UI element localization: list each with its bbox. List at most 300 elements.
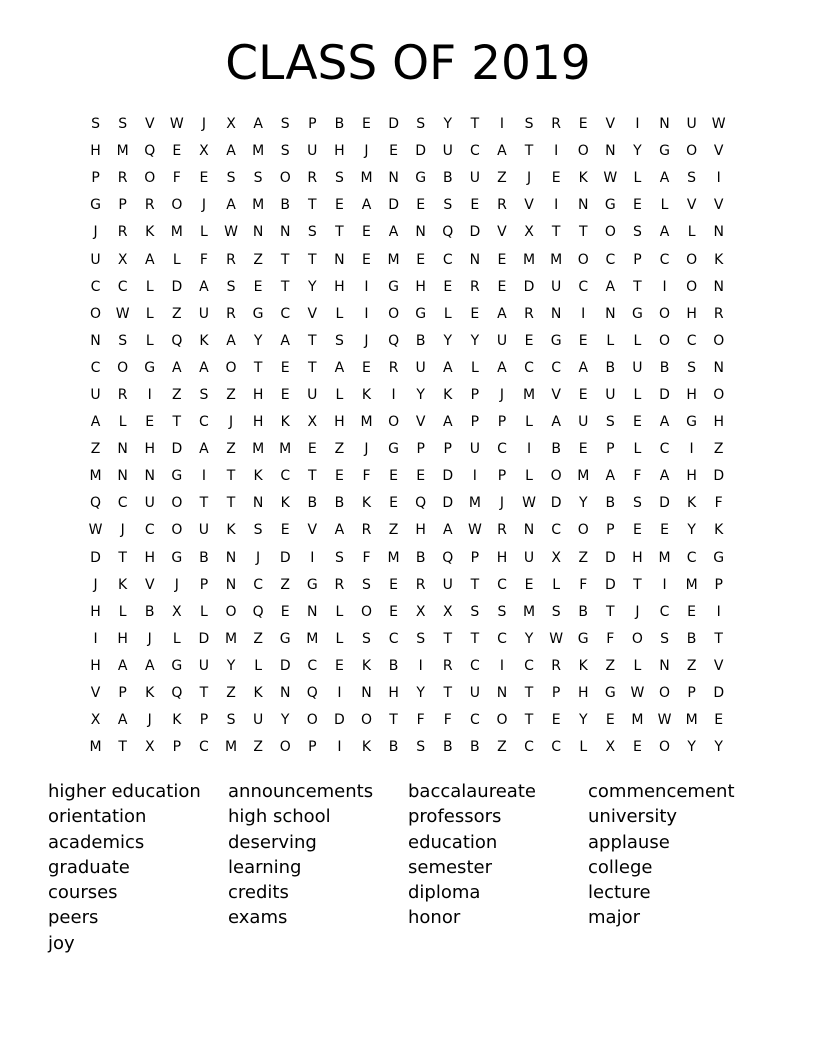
grid-letter: H bbox=[577, 685, 589, 702]
grid-letter: N bbox=[496, 685, 508, 702]
grid-letter: Z bbox=[497, 739, 507, 756]
grid-letter: E bbox=[632, 522, 642, 539]
grid-letter: O bbox=[577, 251, 589, 268]
grid-letter: S bbox=[416, 630, 426, 647]
grid-letter: O bbox=[225, 603, 237, 620]
grid-letter: Z bbox=[253, 630, 263, 647]
grid-letter: C bbox=[659, 441, 670, 458]
grid-letter: C bbox=[551, 522, 562, 539]
grid-letter: E bbox=[389, 495, 398, 512]
grid-letter: V bbox=[713, 657, 724, 674]
grid-letter: H bbox=[686, 305, 697, 322]
grid-letter: S bbox=[118, 116, 128, 133]
word-list-item: major bbox=[588, 907, 640, 929]
grid-letter: M bbox=[631, 712, 644, 729]
grid-letter: T bbox=[280, 251, 290, 268]
grid-row bbox=[82, 734, 732, 761]
grid-letter: J bbox=[635, 603, 640, 620]
grid-letter: C bbox=[144, 522, 155, 539]
grid-letter: K bbox=[145, 224, 155, 241]
grid-letter: S bbox=[334, 170, 344, 187]
grid-letter: R bbox=[226, 251, 236, 268]
grid-letter: C bbox=[280, 305, 291, 322]
grid-letter: U bbox=[605, 386, 616, 403]
grid-letter: R bbox=[442, 657, 453, 674]
grid-letter: E bbox=[660, 522, 669, 539]
grid-letter: M bbox=[360, 414, 373, 431]
grid-letter: G bbox=[144, 359, 156, 376]
grid-letter: C bbox=[578, 278, 589, 295]
grid-letter: K bbox=[361, 386, 372, 403]
grid-letter: U bbox=[469, 170, 480, 187]
grid-letter: P bbox=[118, 685, 127, 702]
grid-letter: E bbox=[172, 143, 182, 160]
grid-letter: Z bbox=[172, 305, 182, 322]
grid-letter: R bbox=[415, 576, 426, 593]
grid-letter: W bbox=[224, 224, 238, 241]
grid-letter: R bbox=[144, 197, 155, 214]
grid-letter: E bbox=[362, 224, 371, 241]
grid-letter: J bbox=[174, 576, 179, 593]
grid-letter: Y bbox=[687, 739, 696, 756]
grid-letter: D bbox=[279, 657, 291, 674]
grid-letter: E bbox=[524, 576, 534, 593]
grid-letter: D bbox=[279, 549, 291, 566]
word-list-item: commencement bbox=[588, 781, 735, 802]
page-title: CLASS OF 2019 bbox=[225, 36, 591, 91]
grid-letter: Z bbox=[713, 441, 724, 458]
grid-letter: B bbox=[415, 332, 426, 349]
grid-letter: C bbox=[469, 657, 480, 674]
grid-letter: H bbox=[415, 522, 426, 539]
grid-letter: E bbox=[362, 359, 371, 376]
grid-letter: G bbox=[631, 305, 643, 322]
grid-letter: O bbox=[279, 170, 291, 187]
grid-row bbox=[82, 707, 732, 734]
grid-row bbox=[82, 165, 732, 192]
word-list-item: academics bbox=[48, 831, 145, 853]
grid-letter: U bbox=[578, 414, 589, 431]
grid-letter: S bbox=[334, 549, 344, 566]
grid-letter: L bbox=[200, 603, 208, 620]
grid-letter: E bbox=[416, 251, 426, 268]
grid-letter: N bbox=[361, 685, 372, 702]
grid-letter: Q bbox=[171, 685, 183, 702]
grid-letter: I bbox=[201, 468, 206, 485]
grid-letter: C bbox=[659, 251, 670, 268]
grid-letter: L bbox=[172, 630, 181, 647]
grid-letter: J bbox=[147, 712, 152, 729]
grid-letter: C bbox=[524, 359, 534, 376]
grid-letter: P bbox=[470, 386, 480, 403]
grid-letter: O bbox=[171, 495, 183, 512]
grid-letter: N bbox=[605, 305, 616, 322]
grid-letter: P bbox=[687, 685, 696, 702]
grid-letter: W bbox=[657, 712, 672, 729]
grid-letter: N bbox=[659, 116, 670, 133]
grid-letter: M bbox=[252, 441, 265, 458]
grid-letter: N bbox=[605, 143, 616, 160]
grid-letter: G bbox=[388, 278, 399, 295]
grid-letter: S bbox=[660, 630, 669, 647]
grid-letter: T bbox=[578, 224, 588, 241]
grid-letter: M bbox=[306, 630, 319, 647]
grid-letter: L bbox=[660, 197, 669, 214]
grid-letter: B bbox=[470, 739, 480, 756]
grid-letter: U bbox=[469, 441, 480, 458]
grid-letter: N bbox=[279, 685, 291, 702]
grid-letter: Y bbox=[308, 278, 317, 295]
grid-letter: R bbox=[117, 386, 128, 403]
grid-letter: I bbox=[662, 576, 667, 593]
grid-letter: N bbox=[334, 251, 345, 268]
word-list-item: deserving bbox=[228, 831, 317, 853]
grid-letter: C bbox=[117, 495, 128, 512]
grid-letter: T bbox=[524, 712, 534, 729]
grid-letter: X bbox=[605, 739, 616, 756]
grid-letter: P bbox=[606, 522, 615, 539]
word-list-item: university bbox=[588, 806, 678, 828]
word-list-item: honor bbox=[408, 907, 461, 929]
grid-letter: P bbox=[443, 441, 452, 458]
grid-letter: D bbox=[469, 224, 481, 241]
grid-letter: M bbox=[224, 739, 238, 756]
grid-row bbox=[82, 463, 732, 490]
word-list-item: high school bbox=[228, 806, 331, 828]
grid-letter: T bbox=[714, 630, 723, 647]
grid-letter: P bbox=[118, 197, 127, 214]
grid-letter: E bbox=[578, 441, 588, 458]
grid-letter: V bbox=[713, 143, 724, 160]
grid-letter: M bbox=[279, 441, 292, 458]
word-list-item: graduate bbox=[48, 856, 130, 878]
grid-row bbox=[82, 138, 732, 165]
word-list-item: joy bbox=[48, 932, 75, 954]
grid-letter: T bbox=[524, 685, 534, 702]
grid-letter: D bbox=[442, 495, 454, 512]
grid-letter: G bbox=[279, 630, 291, 647]
grid-letter: O bbox=[577, 143, 589, 160]
word-list-item: credits bbox=[228, 882, 289, 904]
grid-letter: Z bbox=[253, 251, 263, 268]
grid-letter: L bbox=[633, 441, 642, 458]
grid-letter: I bbox=[499, 657, 505, 674]
grid-letter: J bbox=[201, 197, 206, 214]
grid-letter: S bbox=[632, 495, 642, 512]
grid-letter: A bbox=[144, 657, 155, 674]
grid-letter: L bbox=[335, 386, 344, 403]
grid-letter: H bbox=[144, 441, 155, 458]
grid-letter: I bbox=[391, 386, 396, 403]
grid-letter: O bbox=[360, 603, 372, 620]
grid-letter: Y bbox=[687, 522, 696, 539]
grid-letter: O bbox=[171, 522, 183, 539]
grid-letter: F bbox=[579, 576, 588, 593]
grid-letter: L bbox=[633, 657, 642, 674]
grid-letter: E bbox=[253, 278, 263, 295]
grid-letter: Q bbox=[144, 143, 156, 160]
word-list-item: college bbox=[588, 856, 653, 878]
grid-letter: U bbox=[686, 116, 697, 133]
grid-letter: M bbox=[658, 549, 671, 566]
grid-letter: M bbox=[224, 630, 238, 647]
grid-letter: D bbox=[388, 197, 399, 214]
word-list-item: baccalaureate bbox=[408, 781, 536, 802]
grid-letter: X bbox=[117, 251, 128, 268]
grid-letter: X bbox=[199, 143, 209, 160]
grid-letter: J bbox=[499, 386, 505, 403]
grid-letter: K bbox=[280, 414, 290, 431]
grid-letter: I bbox=[364, 305, 369, 322]
grid-letter: N bbox=[550, 305, 562, 322]
grid-letter: L bbox=[633, 386, 642, 403]
word-list-item: courses bbox=[48, 882, 118, 904]
grid-letter: S bbox=[524, 116, 534, 133]
grid-letter: A bbox=[90, 414, 101, 431]
grid-letter: C bbox=[497, 630, 507, 647]
grid-letter: Z bbox=[172, 386, 182, 403]
grid-letter: D bbox=[604, 549, 616, 566]
grid-letter: R bbox=[551, 116, 561, 133]
grid-letter: H bbox=[334, 278, 345, 295]
grid-letter: Y bbox=[416, 685, 425, 702]
grid-letter: U bbox=[90, 386, 101, 403]
word-list-item: semester bbox=[408, 856, 492, 878]
grid-letter: M bbox=[523, 251, 536, 268]
grid-letter: L bbox=[335, 305, 344, 322]
grid-letter: O bbox=[171, 197, 183, 214]
grid-letter: D bbox=[442, 468, 454, 485]
grid-letter: U bbox=[442, 143, 453, 160]
grid-letter: D bbox=[659, 495, 670, 512]
grid-letter: R bbox=[334, 576, 345, 593]
grid-letter: B bbox=[388, 657, 399, 674]
grid-row bbox=[82, 490, 732, 517]
grid-letter: R bbox=[226, 305, 236, 322]
grid-letter: G bbox=[686, 414, 698, 431]
grid-letter: E bbox=[497, 278, 507, 295]
grid-letter: G bbox=[252, 305, 264, 322]
grid-letter: C bbox=[199, 739, 209, 756]
grid-letter: T bbox=[633, 576, 642, 593]
grid-row bbox=[82, 599, 732, 626]
grid-letter: F bbox=[606, 630, 615, 647]
grid-letter: I bbox=[716, 603, 721, 620]
grid-letter: N bbox=[523, 522, 535, 539]
grid-letter: L bbox=[145, 332, 154, 349]
grid-letter: U bbox=[523, 549, 535, 566]
grid-letter: X bbox=[226, 116, 236, 133]
grid-letter: V bbox=[551, 386, 561, 403]
grid-letter: L bbox=[525, 414, 533, 431]
grid-letter: B bbox=[442, 170, 453, 187]
grid-letter: W bbox=[169, 116, 184, 133]
grid-letter: H bbox=[90, 143, 101, 160]
grid-letter: A bbox=[334, 522, 345, 539]
grid-letter: I bbox=[499, 116, 505, 133]
grid-letter: X bbox=[442, 603, 453, 620]
grid-letter: T bbox=[443, 630, 453, 647]
grid-letter: C bbox=[117, 278, 128, 295]
grid-letter: F bbox=[362, 468, 371, 485]
grid-letter: V bbox=[713, 197, 724, 214]
grid-letter: N bbox=[90, 332, 101, 349]
grid-letter: B bbox=[551, 441, 561, 458]
grid-letter: A bbox=[388, 224, 399, 241]
grid-letter: W bbox=[603, 170, 618, 187]
word-list-item: exams bbox=[228, 907, 288, 929]
grid-letter: A bbox=[117, 712, 128, 729]
grid-letter: F bbox=[416, 712, 425, 729]
grid-letter: T bbox=[226, 468, 236, 485]
grid-letter: U bbox=[198, 305, 210, 322]
grid-letter: A bbox=[659, 170, 670, 187]
grid-letter: L bbox=[118, 414, 127, 431]
grid-letter: S bbox=[416, 116, 426, 133]
grid-letter: T bbox=[308, 468, 317, 485]
grid-letter: C bbox=[497, 576, 507, 593]
grid-letter: L bbox=[172, 251, 181, 268]
grid-letter: U bbox=[551, 278, 562, 295]
grid-letter: X bbox=[524, 224, 534, 241]
grid-letter: A bbox=[226, 197, 236, 214]
grid-letter: M bbox=[387, 549, 400, 566]
grid-letter: O bbox=[604, 224, 616, 241]
grid-letter: U bbox=[90, 251, 101, 268]
grid-letter: R bbox=[361, 522, 372, 539]
grid-letter: Y bbox=[253, 332, 263, 349]
grid-letter: E bbox=[334, 468, 344, 485]
grid-letter: W bbox=[630, 685, 645, 702]
grid-letter: T bbox=[118, 739, 127, 756]
grid-letter: Z bbox=[388, 522, 399, 539]
grid-letter: N bbox=[307, 603, 318, 620]
grid-letter: E bbox=[470, 305, 480, 322]
grid-letter: A bbox=[144, 251, 155, 268]
grid-letter: E bbox=[714, 712, 724, 729]
grid-letter: M bbox=[116, 143, 129, 160]
word-list-item: higher education bbox=[48, 781, 201, 802]
grid-letter: H bbox=[252, 386, 264, 403]
grid-letter: O bbox=[577, 522, 589, 539]
grid-letter: Z bbox=[226, 441, 236, 458]
grid-letter: J bbox=[147, 630, 152, 647]
grid-row bbox=[82, 680, 732, 707]
grid-letter: M bbox=[685, 576, 698, 593]
grid-letter: N bbox=[659, 657, 670, 674]
grid-letter: Y bbox=[633, 143, 642, 160]
grid-letter: X bbox=[551, 549, 561, 566]
grid-letter: H bbox=[117, 630, 128, 647]
grid-letter: E bbox=[578, 332, 588, 349]
grid-letter: B bbox=[334, 116, 345, 133]
grid-letter: O bbox=[279, 739, 291, 756]
grid-letter: D bbox=[198, 630, 210, 647]
grid-letter: E bbox=[632, 197, 642, 214]
grid-letter: B bbox=[578, 603, 589, 620]
grid-letter: J bbox=[93, 576, 98, 593]
grid-letter: O bbox=[686, 143, 698, 160]
grid-letter: K bbox=[172, 712, 182, 729]
grid-letter: S bbox=[551, 603, 561, 620]
grid-letter: E bbox=[389, 468, 398, 485]
grid-letter: C bbox=[90, 359, 101, 376]
grid-letter: E bbox=[578, 386, 588, 403]
grid-letter: S bbox=[362, 576, 371, 593]
grid-letter: S bbox=[280, 116, 290, 133]
grid-letter: I bbox=[147, 386, 152, 403]
grid-letter: E bbox=[199, 170, 209, 187]
grid-letter: R bbox=[117, 224, 128, 241]
grid-letter: T bbox=[172, 414, 182, 431]
grid-letter: V bbox=[497, 224, 507, 241]
grid-letter: C bbox=[469, 143, 480, 160]
grid-letter: C bbox=[686, 332, 697, 349]
grid-letter: N bbox=[252, 495, 264, 512]
grid-letter: N bbox=[469, 251, 481, 268]
grid-letter: H bbox=[252, 414, 264, 431]
grid-letter: Y bbox=[443, 332, 453, 349]
grid-letter: Q bbox=[90, 495, 102, 512]
grid-letter: S bbox=[226, 170, 236, 187]
grid-letter: Z bbox=[253, 739, 263, 756]
grid-letter: Y bbox=[443, 116, 453, 133]
grid-letter: P bbox=[497, 414, 507, 431]
grid-letter: P bbox=[416, 441, 425, 458]
grid-letter: Z bbox=[334, 441, 345, 458]
grid-letter: G bbox=[388, 441, 399, 458]
grid-letter: N bbox=[415, 224, 426, 241]
grid-letter: O bbox=[686, 251, 698, 268]
grid-letter: T bbox=[253, 359, 263, 376]
grid-letter: W bbox=[522, 495, 536, 512]
grid-letter: Q bbox=[171, 332, 183, 349]
grid-letter: L bbox=[335, 603, 344, 620]
grid-letter: R bbox=[497, 197, 507, 214]
grid-letter: E bbox=[551, 170, 561, 187]
grid-letter: O bbox=[117, 359, 129, 376]
grid-letter: M bbox=[170, 224, 183, 241]
grid-letter: T bbox=[308, 332, 317, 349]
grid-letter: C bbox=[686, 549, 697, 566]
grid-letter: L bbox=[335, 630, 344, 647]
grid-row bbox=[82, 328, 732, 355]
grid-letter: P bbox=[308, 739, 317, 756]
grid-row bbox=[82, 274, 732, 301]
grid-letter: J bbox=[201, 116, 206, 133]
grid-letter: Y bbox=[226, 657, 236, 674]
grid-letter: P bbox=[199, 576, 209, 593]
grid-letter: Q bbox=[252, 603, 264, 620]
grid-letter: K bbox=[199, 332, 209, 349]
grid-letter: P bbox=[551, 685, 561, 702]
grid-letter: L bbox=[579, 739, 588, 756]
grid-letter: D bbox=[90, 549, 101, 566]
grid-letter: B bbox=[686, 630, 697, 647]
grid-letter: B bbox=[280, 197, 290, 214]
grid-letter: I bbox=[337, 739, 342, 756]
grid-letter: L bbox=[552, 576, 561, 593]
grid-letter: N bbox=[279, 224, 291, 241]
grid-letter: T bbox=[633, 278, 642, 295]
grid-letter: J bbox=[526, 170, 532, 187]
grid-letter: N bbox=[225, 576, 237, 593]
grid-letter: E bbox=[470, 197, 480, 214]
grid-letter: U bbox=[307, 143, 318, 160]
grid-letter: E bbox=[632, 739, 642, 756]
grid-letter: P bbox=[470, 549, 480, 566]
grid-letter: T bbox=[280, 278, 290, 295]
